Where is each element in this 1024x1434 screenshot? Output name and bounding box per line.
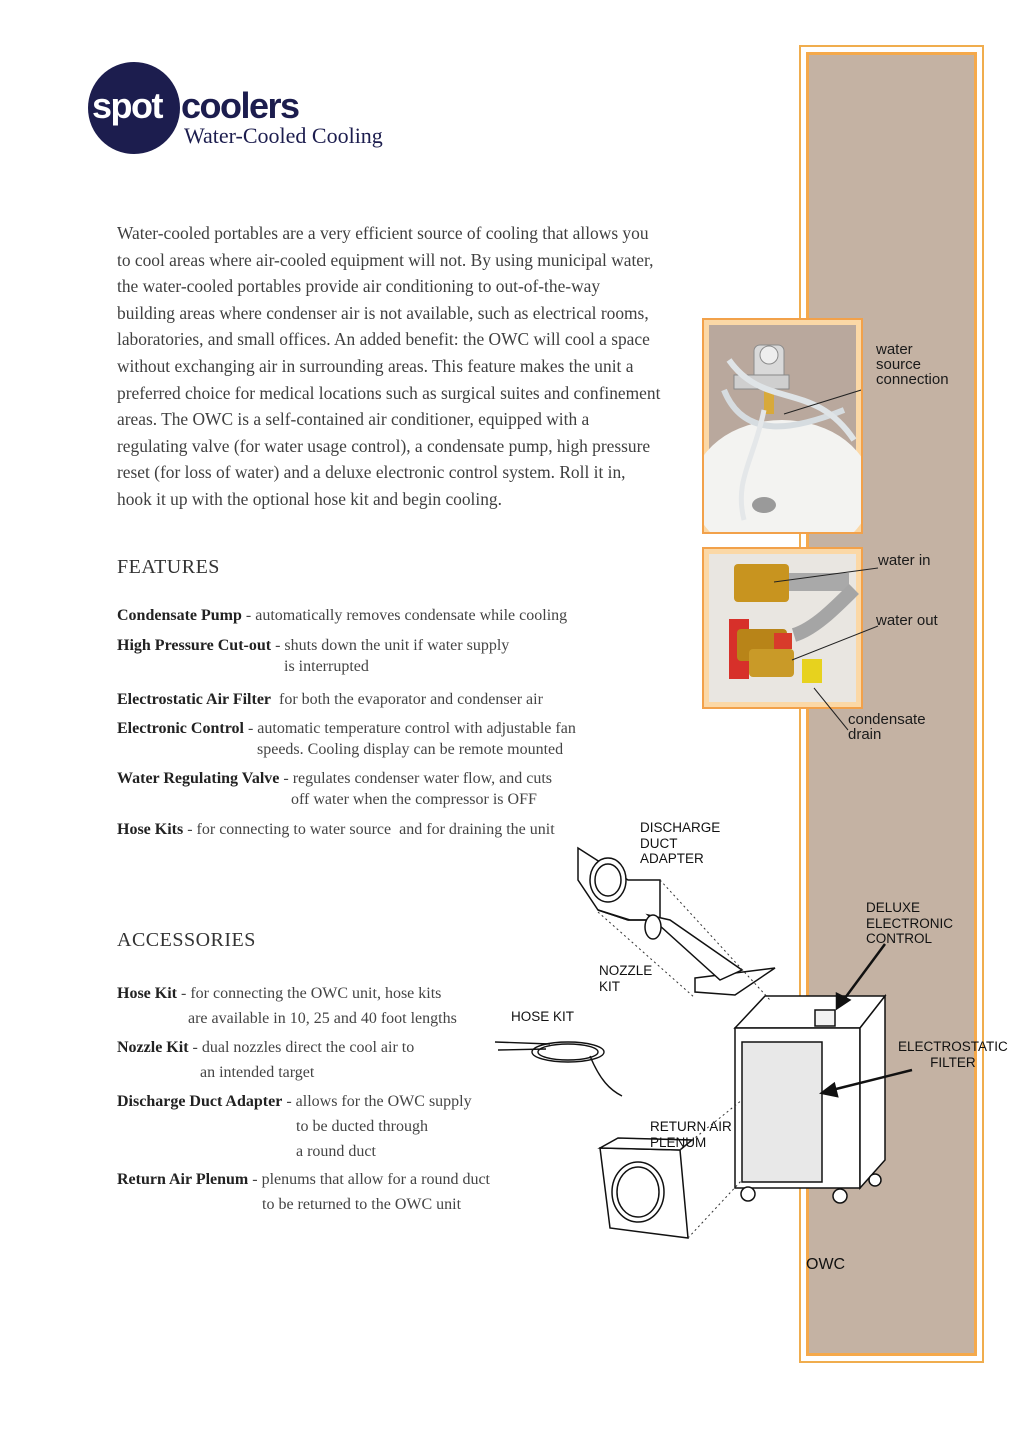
accessory-desc-cont: are available in 10, 25 and 40 foot lengths <box>188 1010 457 1027</box>
feature-name: High Pressure Cut-out <box>117 637 272 654</box>
features-heading: FEATURES <box>117 556 220 578</box>
accessory-item <box>117 981 457 1031</box>
feature-item <box>117 605 567 626</box>
diagram-label-line: CONTROL <box>866 931 933 946</box>
feature-desc: - shuts down the unit if water supply <box>271 637 510 654</box>
accessory-desc: - plenums that allow for a round duct <box>248 1171 490 1188</box>
accessory-desc: - dual nozzles direct the cool air to <box>188 1039 415 1056</box>
feature-item <box>117 635 509 677</box>
electrostatic-filter-label <box>898 1039 1008 1070</box>
diagram-label-line: FILTER <box>930 1054 976 1070</box>
feature-desc: - regulates condenser water flow, and cuts <box>279 770 553 787</box>
accessory-desc-cont: an intended target <box>200 1064 315 1081</box>
feature-desc-cont: off water when the compressor is OFF <box>291 791 537 808</box>
owc-cabinet-drawing <box>735 996 885 1203</box>
hose-kit-label: HOSE KIT <box>511 1009 575 1024</box>
diagram-label-line: DELUXE <box>866 900 921 915</box>
accessory-desc: - allows for the OWC supply <box>282 1093 472 1110</box>
accessory-desc-cont: to be ducted through <box>296 1118 428 1135</box>
callout-line: connection <box>876 371 949 388</box>
feature-desc-cont: is interrupted <box>284 658 369 675</box>
diagram-label-line: RETURN AIR <box>650 1119 732 1134</box>
owc-label: OWC <box>806 1256 846 1273</box>
callout-line: drain <box>848 726 882 743</box>
feature-desc: - automatic temperature control with adjustable fan <box>243 720 576 737</box>
diagram-label-line: ELECTRONIC <box>866 915 954 931</box>
water-in-label: water in <box>878 552 931 569</box>
accessory-item <box>117 1167 490 1217</box>
feature-name: Condensate Pump <box>117 607 242 624</box>
water-out-label: water out <box>876 612 938 629</box>
accessory-desc-cont: to be returned to the OWC unit <box>262 1196 462 1213</box>
diagram-label-line: KIT <box>599 978 621 994</box>
accessory-name: Hose Kit <box>117 985 177 1002</box>
feature-name: Electronic Control <box>117 720 244 737</box>
accessory-desc-cont: a round duct <box>296 1143 376 1160</box>
owc-unit-diagram <box>480 820 940 1240</box>
feature-item <box>117 768 552 810</box>
feature-desc: for both the evaporator and condenser air <box>271 691 543 708</box>
accessory-name: Return Air Plenum <box>117 1171 249 1188</box>
intro-paragraph: Water-cooled portables are a very efficient source of cooling that allows you to cool areas where air-cooled equipment will not. By using municipal water, the water-cooled portables provide air conditioning to out-of-the-way building areas where condenser air is not available, such as electrical rooms, laboratories, and small offices. An added benefit: the OWC will cool a space without exchanging air in surrounding areas. This feature makes the unit a preferred choice for medical locations such as surgical suites and confinement areas. The OWC is a self-contained air conditioner, equipped with a regulating valve (for water usage control), a condensate pump, high pressure reset (for loss of water) and a deluxe electronic control system. Roll it in, hook it up with the optional hose kit and begin cooling. <box>117 223 661 509</box>
page-subtitle: Water-Cooled Cooling <box>184 123 383 148</box>
deluxe-electronic-control-label <box>866 900 953 947</box>
return-air-plenum-drawing <box>600 1138 692 1238</box>
diagram-label-line: DUCT <box>640 835 678 851</box>
feature-item <box>117 689 543 710</box>
return-air-plenum-label <box>650 1119 732 1150</box>
accessory-name: Discharge Duct Adapter <box>117 1093 283 1110</box>
photo-frame-water-source <box>702 318 863 534</box>
diagram-label-line: DISCHARGE <box>640 820 721 835</box>
feature-name: Electrostatic Air Filter <box>117 691 272 708</box>
feature-desc: - automatically removes condensate while cooling <box>241 607 568 624</box>
logo-spot-text: spot <box>92 85 162 126</box>
feature-name: Hose Kits <box>117 821 184 838</box>
logo-coolers-text: coolers <box>181 85 299 126</box>
feature-desc: - for connecting to water source and for draining the unit <box>183 821 555 838</box>
accessory-desc: - for connecting the OWC unit, hose kits <box>177 985 442 1002</box>
diagram-label-line: PLENUM <box>650 1134 707 1150</box>
water-source-label <box>876 342 949 387</box>
accessory-item <box>117 1089 472 1164</box>
nozzle-kit-drawing <box>645 915 775 995</box>
feature-name: Water Regulating Valve <box>117 770 280 787</box>
hose-kit-drawing <box>495 1042 622 1096</box>
nozzle-kit-label <box>599 963 652 994</box>
diagram-label-line: NOZZLE <box>599 963 653 978</box>
diagram-label-line: ADAPTER <box>640 851 704 866</box>
callout-line: water <box>876 341 913 358</box>
condensate-drain-label <box>848 712 926 742</box>
callout-line: source <box>876 356 922 373</box>
discharge-duct-adapter-label <box>640 820 720 867</box>
callout-line: condensate <box>848 711 926 728</box>
water-source-photo <box>704 320 861 532</box>
accessories-heading: ACCESSORIES <box>117 929 256 951</box>
accessory-name: Nozzle Kit <box>117 1039 189 1056</box>
accessory-item <box>117 1035 414 1085</box>
diagram-label-line: ELECTROSTATIC <box>898 1039 1008 1054</box>
feature-item <box>117 718 576 760</box>
feature-desc-cont: speeds. Cooling display can be remote mounted <box>257 741 564 758</box>
